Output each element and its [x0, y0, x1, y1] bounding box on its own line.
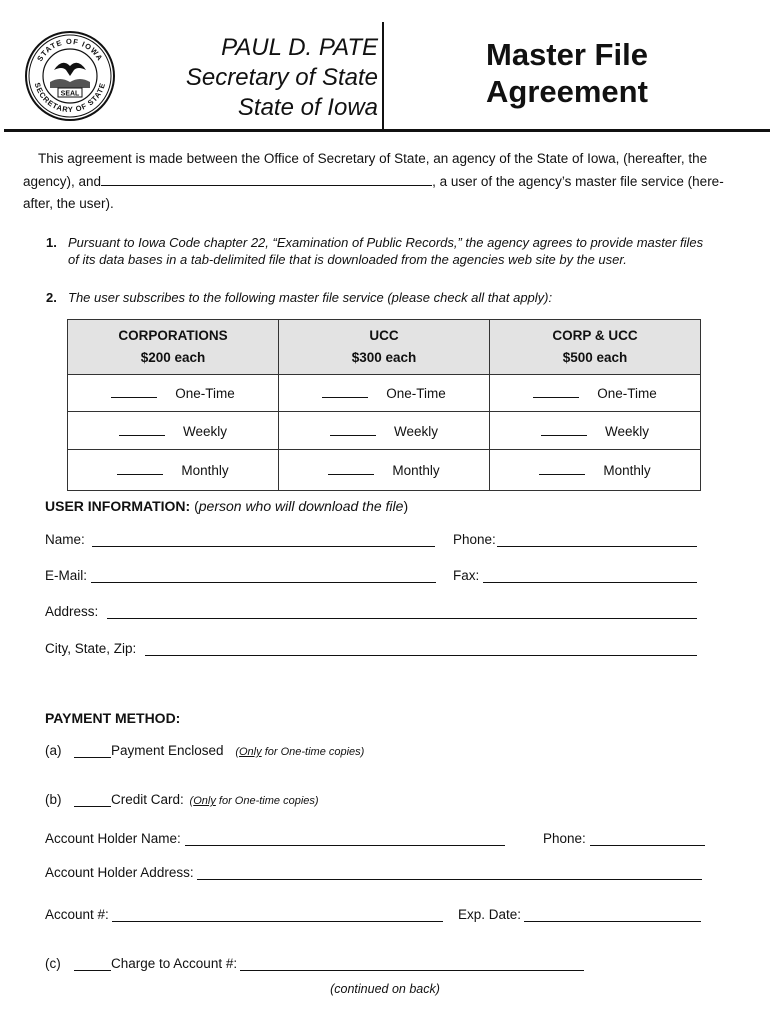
option-corp-ucc-weekly[interactable]: Weekly — [490, 412, 701, 450]
option-corporations-one-time[interactable]: One-Time — [68, 375, 279, 412]
service-table — [67, 319, 701, 491]
continued-note: (continued on back) — [330, 982, 440, 996]
payment-a-text: Payment Enclosed (Only for One-time copies) — [111, 743, 365, 758]
exp-date-label: Exp. Date: — [458, 907, 522, 922]
city-state-zip-field[interactable] — [145, 655, 697, 656]
payment-a-label: (a) — [45, 743, 62, 758]
holder-name-label: Account Holder Name: — [45, 831, 181, 846]
fax-label: Fax: — [453, 568, 480, 583]
payment-c-label: (c) — [45, 956, 61, 971]
intro-line1: This agreement is made between the Office of Secretary of State, an agency of the State of Iowa, (hereafter, the — [38, 151, 708, 166]
phone-field[interactable] — [497, 546, 697, 547]
intro-line2-pre: agency), and — [23, 174, 102, 189]
account-number-field[interactable] — [112, 921, 443, 922]
state-name: State of Iowa — [237, 94, 378, 121]
option-corp-ucc-monthly[interactable]: Monthly — [490, 450, 701, 491]
option-corp-ucc-one-time[interactable]: One-Time — [490, 375, 701, 412]
option-ucc-one-time[interactable]: One-Time — [279, 375, 490, 412]
address-label: Address: — [45, 604, 99, 619]
option-ucc-weekly[interactable]: Weekly — [279, 412, 490, 450]
email-field[interactable] — [91, 582, 436, 583]
official-name: PAUL D. PATE — [221, 34, 378, 61]
holder-phone-label: Phone: — [543, 831, 586, 846]
doc-title-line1: Master File — [486, 37, 648, 72]
payment-b-text: Credit Card: (Only for One-time copies) — [111, 792, 319, 807]
charge-account-label: Charge to Account #: — [111, 956, 238, 971]
agency-user-name-field[interactable] — [101, 171, 432, 186]
header-rule — [4, 129, 770, 132]
service-header-ucc: UCC $300 each — [279, 320, 490, 375]
holder-address-field[interactable] — [197, 879, 702, 880]
payment-enclosed-checkbox[interactable] — [74, 757, 111, 758]
item-2-number: 2. — [46, 290, 57, 305]
email-label: E-Mail: — [45, 568, 88, 583]
phone-label: Phone: — [453, 532, 496, 547]
account-number-label: Account #: — [45, 907, 109, 922]
item-1-line2: of its data bases in a tab-delimited file that is downloaded from the agencies web site by the user. — [68, 252, 627, 267]
charge-account-field[interactable] — [240, 970, 584, 971]
charge-account-checkbox[interactable] — [74, 970, 111, 971]
intro-line3: after, the user). — [23, 196, 114, 211]
item-1-number: 1. — [46, 235, 57, 250]
exp-date-field[interactable] — [524, 921, 701, 922]
user-info-heading: USER INFORMATION: (person who will download the file) — [45, 498, 409, 514]
option-ucc-monthly[interactable]: Monthly — [279, 450, 490, 491]
name-field[interactable] — [92, 546, 435, 547]
intro-line2-post: , a user of the agency’s master file service (here- — [432, 174, 724, 189]
credit-card-checkbox[interactable] — [74, 806, 111, 807]
holder-phone-field[interactable] — [590, 845, 705, 846]
seal-text-bottom: SECRETARY OF STATE — [32, 81, 108, 115]
name-label: Name: — [45, 532, 85, 547]
option-corporations-weekly[interactable]: Weekly — [68, 412, 279, 450]
city-label: City, State, Zip: — [45, 641, 137, 656]
service-header-corp-ucc: CORP & UCC $500 each — [490, 320, 701, 375]
payment-b-label: (b) — [45, 792, 62, 807]
payment-heading: PAYMENT METHOD: — [45, 710, 181, 726]
header-divider — [382, 22, 384, 130]
official-title: Secretary of State — [185, 64, 378, 91]
seal-text-top: STATE OF IOWA — [35, 36, 105, 63]
item-2-line1: The user subscribes to the following master file service (please check all that apply): — [68, 290, 553, 305]
intro-line2 — [23, 170, 753, 194]
holder-address-label: Account Holder Address: — [45, 865, 194, 880]
item-1-line1: Pursuant to Iowa Code chapter 22, “Examination of Public Records,” the agency agrees to provide master files — [68, 235, 704, 250]
holder-name-field[interactable] — [185, 845, 505, 846]
option-corporations-monthly[interactable]: Monthly — [68, 450, 279, 491]
seal-center: SEAL — [60, 90, 80, 98]
doc-title-line2: Agreement — [486, 74, 648, 109]
service-header-corporations: CORPORATIONS $200 each — [68, 320, 279, 375]
fax-field[interactable] — [483, 582, 697, 583]
address-field[interactable] — [107, 618, 697, 619]
